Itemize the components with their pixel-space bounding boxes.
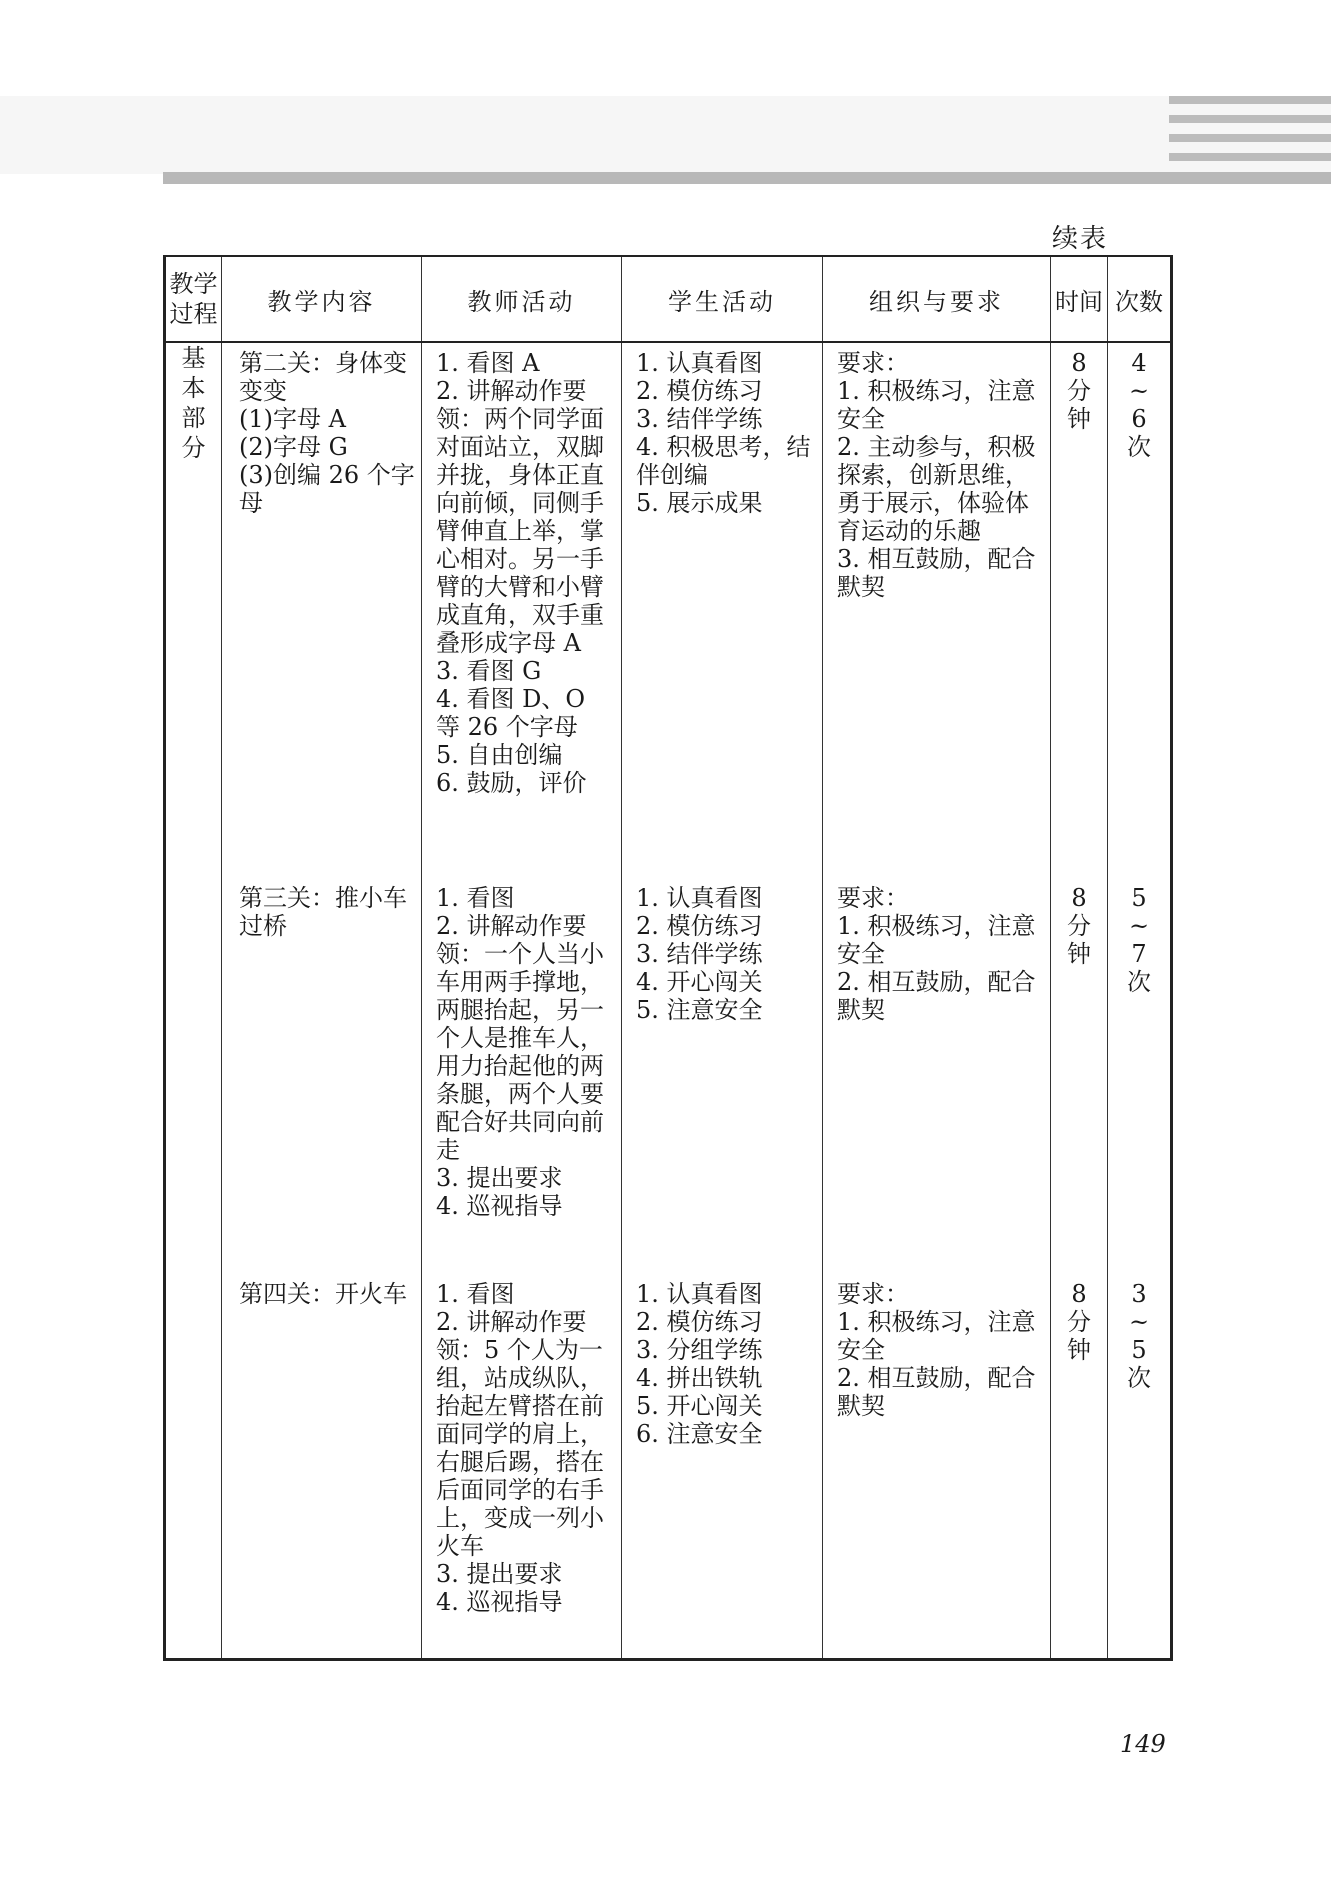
- header-student: 学生活动: [622, 256, 823, 342]
- header-stage: 教学过程: [165, 256, 222, 342]
- org-cell: 要求： 1. 积极练习，注意安全 2. 相互鼓励，配合默契: [823, 878, 1051, 1274]
- table-header-row: [165, 256, 1172, 342]
- header-stripe: [1169, 96, 1331, 104]
- header-teacher: 教师活动: [422, 256, 622, 342]
- header-bar: [163, 172, 1331, 184]
- teacher-cell: 1. 看图 2. 讲解动作要领：5 个人为一组，站成纵队，抬起左臂搭在前面同学的肩上，右腿后踢，搭在后面同学的右手上，变成一列小火车 3. 提出要求 4. 巡视指导: [422, 1274, 622, 1660]
- header-band: [0, 96, 1331, 174]
- table-row: [165, 878, 1172, 1274]
- content-cell: 第三关：推小车过桥: [222, 878, 422, 1274]
- table-row: [165, 1274, 1172, 1660]
- lesson-plan-table: [163, 255, 1173, 1661]
- student-cell: 1. 认真看图 2. 模仿练习 3. 结伴学练 4. 积极思考，结伴创编 5. 展示成果: [622, 342, 823, 878]
- time-cell: 8 分 钟: [1051, 342, 1108, 878]
- header-time: 时间: [1051, 256, 1108, 342]
- header-stripe: [1169, 153, 1331, 161]
- page-number: 149: [1120, 1730, 1166, 1758]
- content-cell: 第四关：开火车: [222, 1274, 422, 1660]
- org-cell: 要求： 1. 积极练习，注意安全 2. 主动参与，积极探索，创新思维，勇于展示，体验体育运动的乐趣 3. 相互鼓励，配合默契: [823, 342, 1051, 878]
- student-cell: 1. 认真看图 2. 模仿练习 3. 结伴学练 4. 开心闯关 5. 注意安全: [622, 878, 823, 1274]
- count-cell: 4 ~ 6 次: [1108, 342, 1172, 878]
- time-cell: 8 分 钟: [1051, 1274, 1108, 1660]
- header-stripe: [1169, 115, 1331, 123]
- count-cell: 3 ~ 5 次: [1108, 1274, 1172, 1660]
- student-cell: 1. 认真看图 2. 模仿练习 3. 分组学练 4. 拼出铁轨 5. 开心闯关 6. 注意安全: [622, 1274, 823, 1660]
- teacher-cell: 1. 看图 2. 讲解动作要领：一个人当小车用两手撑地，两腿抬起，另一个人是推车人，用力抬起他的两条腿，两个人要配合好共同向前走 3. 提出要求 4. 巡视指导: [422, 878, 622, 1274]
- count-cell: 5 ~ 7 次: [1108, 878, 1172, 1274]
- table-caption: 续表: [1052, 224, 1109, 254]
- stage-cell: [165, 342, 222, 1660]
- teacher-cell: 1. 看图 A 2. 讲解动作要领：两个同学面对面站立，双脚并拢，身体正直向前倾，同侧手臂伸直上举，掌心相对。另一手臂的大臂和小臂成直角，双手重叠形成字母 A 3. 看图 G 4. 看图 D、O 等 26 个字母 5. 自由创编 6. 鼓励，评价: [422, 342, 622, 878]
- org-cell: 要求： 1. 积极练习，注意安全 2. 相互鼓励，配合默契: [823, 1274, 1051, 1660]
- header-count: 次数: [1108, 256, 1172, 342]
- header-stripe: [1169, 134, 1331, 142]
- time-cell: 8 分 钟: [1051, 878, 1108, 1274]
- header-org: 组织与要求: [823, 256, 1051, 342]
- header-content: 教学内容: [222, 256, 422, 342]
- content-cell: 第二关：身体变变变 (1)字母 A (2)字母 G (3)创编 26 个字母: [222, 342, 422, 878]
- table-row: [165, 342, 1172, 878]
- stage-label: 基本部分: [181, 344, 206, 462]
